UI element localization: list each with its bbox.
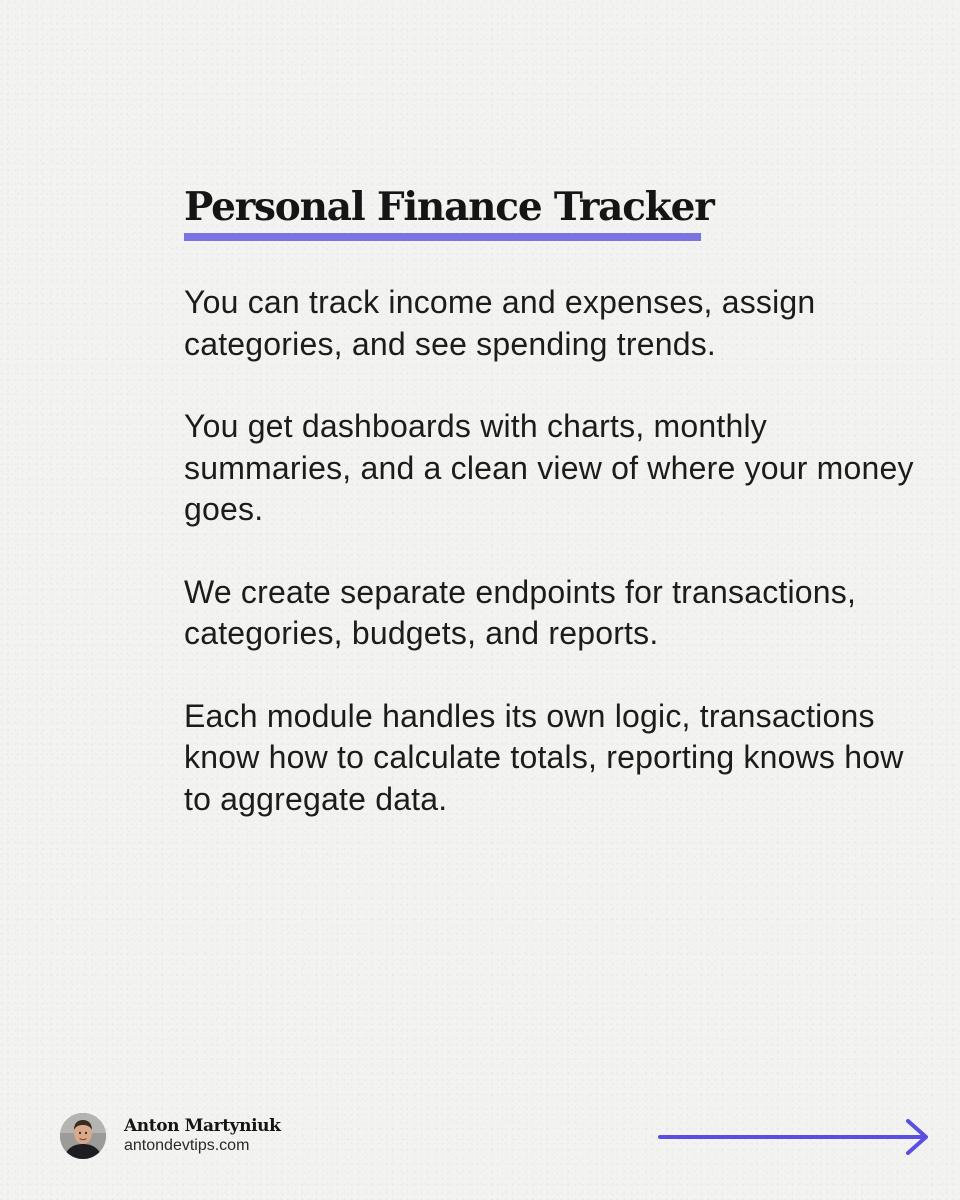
author-block [60, 1113, 281, 1159]
title-block [184, 182, 714, 241]
arrow-right-icon [656, 1116, 932, 1158]
next-button[interactable] [656, 1116, 932, 1158]
author-name: Anton Martyniuk [124, 1116, 281, 1136]
author-website: antondevtips.com [124, 1137, 250, 1154]
paragraph-endpoints: We create separate endpoints for transactions, categories, budgets, and reports. [184, 573, 857, 651]
avatar-portrait-icon [60, 1113, 106, 1159]
title-underline [184, 233, 701, 241]
avatar [60, 1113, 106, 1159]
paragraph-dashboards: You get dashboards with charts, monthly summaries, and a clean view of where your money goes. [184, 408, 914, 527]
author-text [124, 1116, 281, 1156]
paragraph-modules: Each module handles its own logic, transactions know how to calculate totals, reporting knows how to aggregate data. [184, 697, 904, 817]
paragraph-features: You can track income and expenses, assign categories, and see spending trends. [184, 284, 816, 362]
page-title: Personal Finance Tracker [184, 184, 714, 230]
content-body [184, 282, 924, 861]
